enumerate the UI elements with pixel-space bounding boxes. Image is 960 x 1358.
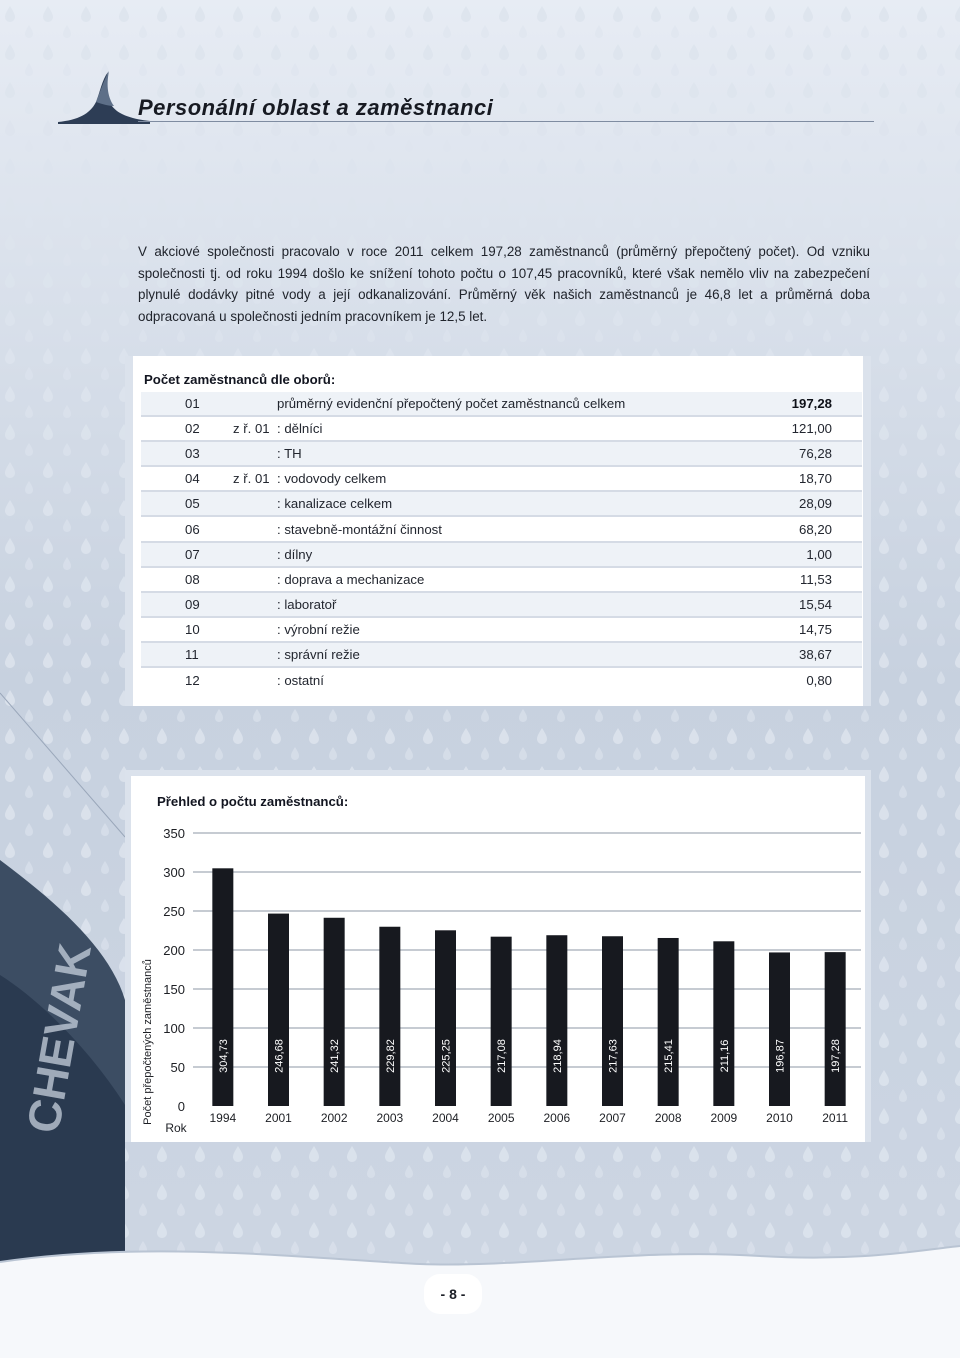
bar bbox=[825, 952, 846, 1106]
bar bbox=[769, 952, 790, 1106]
row-number: 09 bbox=[185, 596, 200, 612]
bar-value-label: 211,16 bbox=[718, 1039, 731, 1073]
y-tick-label: 200 bbox=[163, 943, 185, 958]
bar-value-label: 225,25 bbox=[440, 1039, 453, 1073]
intro-paragraph: V akciové společnosti pracovalo v roce 2011 celkem 197,28 zaměstnanců (průměrný přepočtený počet). Od vzniku společnosti tj. od roku 1994 došlo ke snížení tohoto počtu o 107,45 pracovníků, které však nemělo vliv na zabezpečení plynulé dodávky pitné vody a její odkanalizování. Průměrný věk našich zaměstnanců je 46,8 let a průměrná doba odpracovaná u společnosti jedním pracovníkem je 12,5 let. bbox=[138, 244, 870, 324]
row-reference: z ř. 01 bbox=[233, 471, 270, 487]
bar-value-label: 241,32 bbox=[329, 1039, 342, 1073]
chart-title: Přehled o počtu zaměstnanců: bbox=[157, 794, 349, 809]
row-number: 06 bbox=[185, 521, 200, 537]
chart-bars bbox=[212, 868, 845, 1106]
table-row bbox=[141, 442, 862, 467]
page-number bbox=[424, 1274, 482, 1314]
row-label: : výrobní režie bbox=[277, 621, 360, 637]
y-tick-label: 250 bbox=[163, 904, 185, 919]
chevak-watermark: CHEVAK bbox=[16, 939, 101, 1137]
row-number: 02 bbox=[185, 421, 200, 437]
employees-by-field-panel bbox=[125, 356, 871, 706]
bar-value-label: 217,63 bbox=[607, 1039, 620, 1073]
x-category-label: 2001 bbox=[265, 1111, 292, 1125]
title-divider bbox=[138, 121, 874, 122]
row-number: 01 bbox=[185, 396, 200, 412]
row-label: : stavebně-montážní činnost bbox=[277, 521, 442, 537]
x-category-label: 2002 bbox=[320, 1111, 348, 1125]
row-value: 0,80 bbox=[806, 673, 832, 689]
employee-count-bar-chart bbox=[131, 776, 865, 1142]
y-tick-label: 150 bbox=[163, 982, 185, 997]
bar bbox=[268, 914, 289, 1106]
row-label: : dílny bbox=[277, 546, 313, 562]
table-heading: Počet zaměstnanců dle oborů: bbox=[144, 372, 336, 387]
bar-value-label: 196,87 bbox=[774, 1039, 787, 1073]
table-row bbox=[141, 417, 862, 442]
page-number-label: - 8 - bbox=[440, 1286, 466, 1302]
row-reference: z ř. 01 bbox=[233, 421, 270, 437]
row-number: 11 bbox=[185, 646, 199, 662]
bar-value-label: 215,41 bbox=[663, 1039, 676, 1073]
row-label: : dělníci bbox=[277, 421, 323, 437]
bar bbox=[435, 930, 456, 1106]
table-row bbox=[141, 568, 862, 593]
row-number: 05 bbox=[185, 496, 200, 512]
table-row bbox=[141, 618, 862, 643]
row-value: 76,28 bbox=[798, 446, 832, 462]
bar-value-labels bbox=[218, 1039, 842, 1073]
table-row bbox=[141, 668, 862, 693]
x-category-labels bbox=[209, 1111, 848, 1125]
row-value: 68,20 bbox=[798, 521, 832, 537]
table-row bbox=[141, 593, 862, 618]
y-tick-labels bbox=[163, 826, 185, 1114]
row-label: : správní režie bbox=[277, 646, 360, 662]
y-tick-label: 50 bbox=[170, 1060, 185, 1075]
x-category-label: 2010 bbox=[766, 1111, 793, 1125]
bar bbox=[324, 918, 345, 1106]
bar bbox=[379, 927, 400, 1106]
bar bbox=[713, 941, 734, 1106]
row-number: 08 bbox=[185, 571, 200, 587]
bar bbox=[602, 936, 623, 1106]
x-category-label: 2003 bbox=[376, 1111, 404, 1125]
x-category-label: 1994 bbox=[209, 1111, 237, 1125]
bar-value-label: 246,68 bbox=[273, 1039, 286, 1073]
table-row bbox=[141, 543, 862, 568]
employees-table bbox=[141, 392, 862, 693]
row-label: : doprava a mechanizace bbox=[277, 571, 425, 587]
row-number: 07 bbox=[185, 546, 200, 562]
table-row bbox=[141, 517, 862, 542]
row-number: 10 bbox=[185, 621, 200, 637]
bar bbox=[491, 937, 512, 1106]
table-row bbox=[141, 492, 862, 517]
table-row bbox=[141, 467, 862, 492]
row-value: 121,00 bbox=[791, 421, 832, 437]
row-label: : kanalizace celkem bbox=[277, 496, 393, 512]
row-value: 18,70 bbox=[798, 471, 832, 487]
employee-count-chart-panel bbox=[125, 770, 871, 1142]
row-value: 14,75 bbox=[798, 621, 832, 637]
row-label: : laboratoř bbox=[277, 596, 337, 612]
x-category-label: 2006 bbox=[543, 1111, 571, 1125]
x-category-label: 2004 bbox=[432, 1111, 459, 1125]
bar bbox=[658, 938, 679, 1106]
x-category-label: 2007 bbox=[599, 1111, 626, 1125]
bar-value-label: 304,73 bbox=[217, 1039, 230, 1073]
row-value: 28,09 bbox=[798, 496, 832, 512]
y-tick-label: 100 bbox=[163, 1021, 185, 1036]
x-category-label: 2005 bbox=[487, 1111, 515, 1125]
chart-grid bbox=[193, 833, 861, 1067]
y-tick-label: 0 bbox=[177, 1099, 185, 1114]
row-value: 15,54 bbox=[798, 596, 832, 612]
row-label: průměrný evidenční přepočtený počet zaměstnanců celkem bbox=[277, 396, 626, 412]
page-title: Personální oblast a zaměstnanci bbox=[138, 95, 494, 120]
bar bbox=[546, 935, 567, 1106]
y-axis-label: Počet přepočtených zaměstnanců bbox=[142, 959, 154, 1125]
row-value: 38,67 bbox=[798, 646, 832, 662]
bar-value-label: 229,82 bbox=[384, 1039, 397, 1073]
table-row bbox=[141, 392, 862, 417]
row-label: : vodovody celkem bbox=[277, 471, 387, 487]
y-tick-label: 300 bbox=[163, 865, 185, 880]
row-number: 12 bbox=[185, 673, 200, 689]
row-value: 197,28 bbox=[791, 396, 832, 412]
row-label: : TH bbox=[277, 446, 302, 462]
row-label: : ostatní bbox=[277, 673, 324, 689]
row-value: 1,00 bbox=[806, 546, 832, 562]
bar-value-label: 197,28 bbox=[830, 1039, 843, 1073]
row-number: 04 bbox=[185, 471, 200, 487]
table-row bbox=[141, 643, 862, 668]
x-axis-label: Rok bbox=[165, 1121, 187, 1135]
y-tick-label: 350 bbox=[163, 826, 185, 841]
x-category-label: 2008 bbox=[654, 1111, 682, 1125]
row-number: 03 bbox=[185, 446, 200, 462]
bar-value-label: 218,94 bbox=[551, 1039, 564, 1073]
x-category-label: 2009 bbox=[710, 1111, 738, 1125]
x-category-label: 2011 bbox=[822, 1111, 849, 1125]
bar-value-label: 217,08 bbox=[496, 1039, 509, 1073]
row-value: 11,53 bbox=[799, 571, 832, 587]
